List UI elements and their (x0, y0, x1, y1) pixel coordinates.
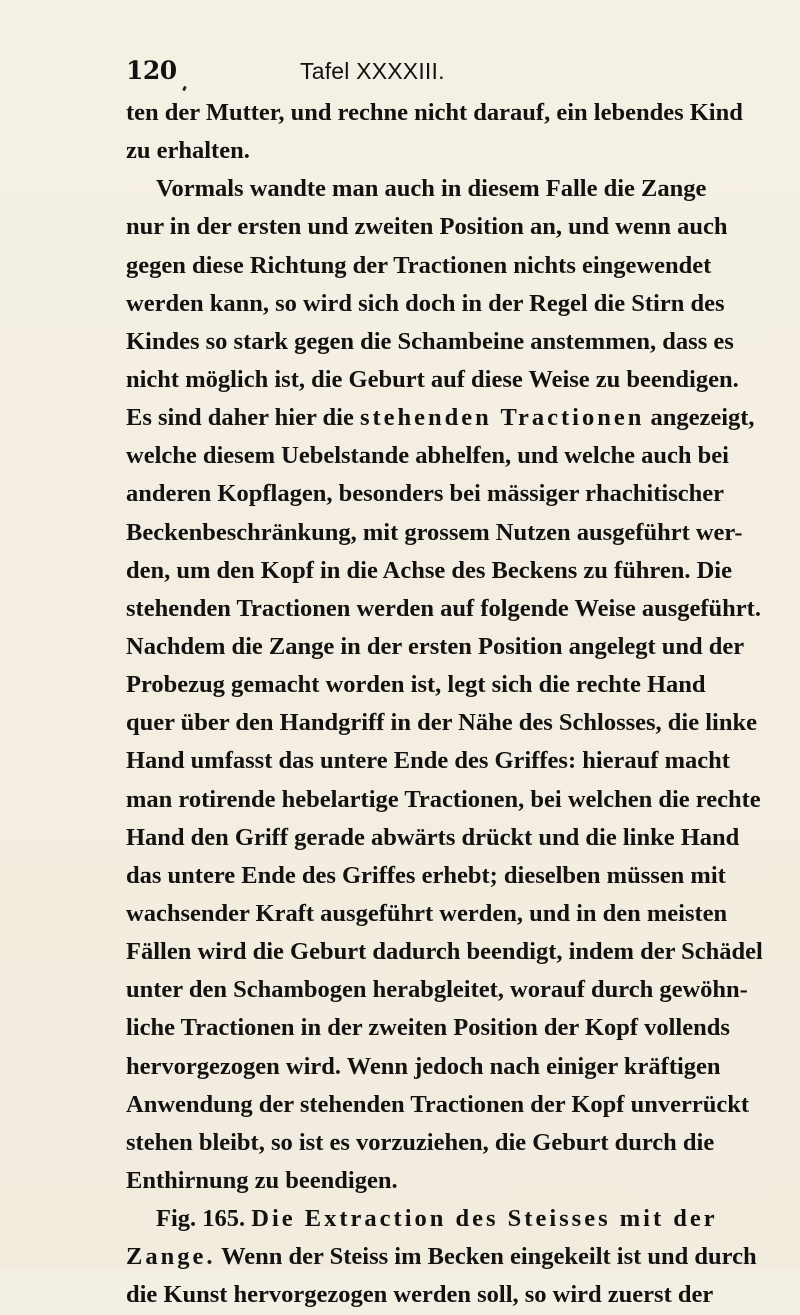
text-line: Nachdem die Zange in der ersten Position angelegt und der (126, 632, 745, 660)
text-line: Vormals wandte man auch in diesem Falle die Zange (156, 175, 707, 203)
figure-title-continued: Zange. (126, 1243, 216, 1271)
figure-title: Die Extraction des Steisses mit der (251, 1205, 718, 1233)
text-line: ten der Mutter, und rechne nicht darauf, ein lebendes Kind (126, 99, 743, 126)
text-line: wachsender Kraft ausgeführt werden, und in den meisten (126, 899, 728, 927)
emphasized-term: stehenden Tractionen (359, 404, 645, 432)
text-line: die Kunst hervorgezogen werden soll, so wird zuerst der (126, 1281, 714, 1309)
text-line: liche Tractionen in der zweiten Position der Kopf vollends (126, 1014, 730, 1042)
running-head: Tafel XXXXIII. (300, 58, 445, 84)
text-line: nicht möglich ist, die Geburt auf diese Weise zu beendigen. (126, 365, 739, 393)
text-line: Hand umfasst das untere Ende des Griffes: hierauf macht (126, 747, 730, 775)
text-fragment: angezeigt, (650, 404, 755, 432)
figure-label: Fig. 165. (156, 1205, 246, 1233)
text-line: hervorgezogen wird. Wenn jedoch nach einiger kräftigen (126, 1052, 721, 1080)
text-line: Beckenbeschränkung, mit grossem Nutzen ausgeführt wer- (126, 518, 743, 546)
text-line (126, 1238, 757, 1276)
body-text (126, 94, 763, 1315)
text-line: Fällen wird die Geburt dadurch beendigt, indem der Schädel (126, 938, 763, 966)
text-line: stehen bleibt, so ist es vorzuziehen, die Geburt durch die (126, 1128, 715, 1156)
text-line: Kindes so stark gegen die Schambeine anstemmen, dass es (126, 327, 734, 355)
text-line: unter den Schambogen herabgleitet, worauf durch gewöhn- (126, 976, 748, 1004)
text-line: gegen diese Richtung der Tractionen nichts eingewendet (126, 251, 712, 279)
text-line (126, 399, 755, 437)
text-line: Enthirnung zu beendigen. (126, 1166, 398, 1194)
text-line: zu erhalten. (126, 137, 250, 165)
text-line: nur in der ersten und zweiten Position an, und wenn auch (126, 213, 728, 241)
text-line: welche diesem Uebelstande abhelfen, und welche auch bei (126, 442, 729, 470)
figure-heading-line (126, 1200, 718, 1238)
text-line: quer über den Handgriff in der Nähe des Schlosses, die linke (126, 709, 757, 737)
text-line: das untere Ende des Griffes erhebt; dieselben müssen mit (126, 861, 726, 889)
text-line: den, um den Kopf in die Achse des Beckens zu führen. Die (126, 556, 732, 584)
text-fragment: Es sind daher hier die (126, 404, 354, 432)
text-line: anderen Kopflagen, besonders bei mässiger rhachitischer (126, 480, 724, 508)
text-line: Hand den Griff gerade abwärts drückt und die linke Hand (126, 823, 740, 851)
text-line: stehenden Tractionen werden auf folgende Weise ausgeführt. (126, 594, 761, 622)
text-line: man rotirende hebelartige Tractionen, bei welchen die rechte (126, 785, 761, 813)
text-line: werden kann, so wird sich doch in der Regel die Stirn des (126, 289, 725, 317)
text-line: Probezug gemacht worden ist, legt sich die rechte Hand (126, 671, 706, 699)
page-number: 120 (126, 56, 177, 85)
text-line: Anwendung der stehenden Tractionen der Kopf unverrückt (126, 1090, 749, 1118)
text-fragment: Wenn der Steiss im Becken eingekeilt ist und durch (221, 1243, 757, 1271)
page-header (126, 52, 686, 92)
